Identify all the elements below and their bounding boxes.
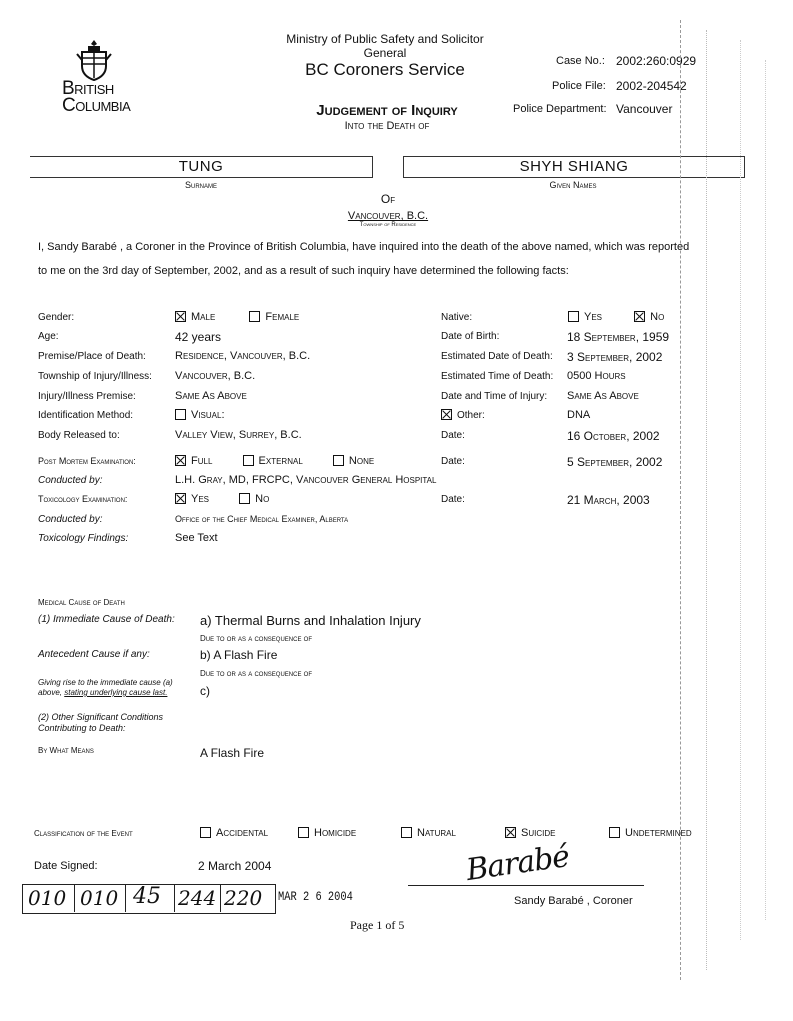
surname-value: TUNG xyxy=(178,158,224,175)
homicide-option xyxy=(298,827,356,839)
other-conditions-line1: (2) Other Significant Conditions xyxy=(38,712,164,722)
female-label: Female xyxy=(265,311,300,323)
date-signed-value: 2 March 2004 xyxy=(198,859,272,873)
case-no-value: 2002:260:0929 xyxy=(616,54,697,68)
injury-date-label: Date and Time of Injury: xyxy=(441,391,548,402)
gender-field xyxy=(175,311,299,323)
ministry-line2: General xyxy=(363,46,407,60)
native-label: Native: xyxy=(441,312,473,323)
suicide-checkbox[interactable] xyxy=(505,827,516,838)
date2-label: Date: xyxy=(441,456,465,467)
visual-field xyxy=(175,409,225,421)
document-title: Judgement of Inquiry xyxy=(316,102,458,119)
stamp-number-3: 45 xyxy=(133,884,161,909)
due-to-1: Due to or as a consequence of xyxy=(200,634,313,643)
undetermined-label: Undetermined xyxy=(625,827,692,839)
native-no-label: No xyxy=(650,311,665,323)
body-released-label: Body Released to: xyxy=(38,430,120,441)
stamp-number-4: 244 xyxy=(178,886,217,910)
suicide-option xyxy=(505,827,555,839)
native-no-checkbox[interactable] xyxy=(634,311,645,322)
post-mortem-field xyxy=(175,455,374,467)
toxicology-label: Toxicology Examination: xyxy=(38,494,128,504)
service-name: BC Coroners Service xyxy=(305,60,465,79)
est-date-label: Estimated Date of Death: xyxy=(441,351,553,362)
native-field xyxy=(568,311,664,323)
homicide-label: Homicide xyxy=(314,827,357,839)
stamp-number-5: 220 xyxy=(224,886,263,910)
tox-conducted-value: Office of the Chief Medical Examiner, Alberta xyxy=(175,514,349,524)
giving-rise-line1: Giving rise to the immediate cause (a) xyxy=(38,678,173,687)
tox-yes-checkbox[interactable] xyxy=(175,493,186,504)
bc-crest-icon xyxy=(76,38,112,82)
injury-premise-value: Same As Above xyxy=(175,390,247,402)
suicide-label: Suicide xyxy=(521,827,556,839)
police-file-label: Police File: xyxy=(552,80,606,92)
means-label: By What Means xyxy=(38,746,94,755)
logo-line1: British xyxy=(62,78,114,99)
given-names-label: Given Names xyxy=(549,180,597,190)
signature: Barabé xyxy=(464,838,572,889)
native-yes-label: Yes xyxy=(584,311,603,323)
date-signed-label: Date Signed: xyxy=(34,860,98,872)
other-conditions-label xyxy=(38,712,163,734)
giving-rise-line2a: above, xyxy=(38,688,65,697)
natural-option xyxy=(401,827,456,839)
due-to-2: Due to or as a consequence of xyxy=(200,669,313,678)
medical-cause-heading: Medical Cause of Death xyxy=(38,598,125,607)
pm-none-checkbox[interactable] xyxy=(333,455,344,466)
means-value: A Flash Fire xyxy=(200,746,265,760)
accidental-checkbox[interactable] xyxy=(200,827,211,838)
visual-label: Visual: xyxy=(191,409,225,421)
pm-external-label: External xyxy=(258,455,303,467)
intro-line2: to me on the 3rd day of September, 2002, and as a result of such inquiry have determined the following facts: xyxy=(38,265,569,277)
est-time-label: Estimated Time of Death: xyxy=(441,371,554,382)
surname-box xyxy=(30,156,373,178)
tox-no-label: No xyxy=(255,493,270,505)
dob-label: Date of Birth: xyxy=(441,331,500,342)
date1-value: 16 October, 2002 xyxy=(567,429,660,443)
male-checkbox[interactable] xyxy=(175,311,186,322)
age-value: 42 years xyxy=(175,330,222,344)
given-names-value: SHYH SHIANG xyxy=(519,158,629,175)
surname-label: Surname xyxy=(184,180,217,190)
gender-label: Gender: xyxy=(38,312,75,323)
township-value: Vancouver, B.C. xyxy=(175,370,256,382)
cause-a: a) Thermal Burns and Inhalation Injury xyxy=(200,613,421,628)
other-label: Other: xyxy=(457,410,485,421)
classification-label: Classification of the Event xyxy=(34,829,133,838)
date3-value: 21 March, 2003 xyxy=(567,493,650,507)
case-no-label: Case No.: xyxy=(556,55,605,67)
premise-value: Residence, Vancouver, B.C. xyxy=(175,350,311,362)
pm-external-checkbox[interactable] xyxy=(243,455,254,466)
cause-c: c) xyxy=(200,684,210,698)
document-subtitle: Into the Death of xyxy=(344,120,430,132)
page-number: Page 1 of 5 xyxy=(350,918,405,932)
toxicology-field xyxy=(175,493,269,505)
other-checkbox[interactable] xyxy=(441,409,452,420)
residence-label: Township of Residence xyxy=(359,222,417,228)
signature-line xyxy=(408,885,644,886)
natural-label: Natural xyxy=(417,827,456,839)
given-names-box xyxy=(403,156,745,178)
giving-rise-line2b: stating underlying cause last. xyxy=(64,688,168,697)
homicide-checkbox[interactable] xyxy=(298,827,309,838)
residence-value: Vancouver, B.C. xyxy=(347,210,429,222)
est-date-value: 3 September, 2002 xyxy=(567,350,663,364)
other-conditions-line2: Contributing to Death: xyxy=(38,723,126,733)
identification-label: Identification Method: xyxy=(38,410,134,421)
premise-label: Premise/Place of Death: xyxy=(38,351,146,362)
stamp-number-2: 010 xyxy=(80,886,119,910)
undetermined-checkbox[interactable] xyxy=(609,827,620,838)
pm-conducted-value: L.H. Gray, MD, FRCPC, Vancouver General Hospital xyxy=(175,474,437,486)
received-date-stamp: MAR 2 6 2004 xyxy=(278,889,353,904)
police-dept-value: Vancouver xyxy=(616,102,673,116)
logo-line2: Columbia xyxy=(62,95,131,116)
injury-premise-label: Injury/Illness Premise: xyxy=(38,391,136,402)
male-label: Male xyxy=(191,311,216,323)
date1-label: Date: xyxy=(441,430,465,441)
tox-findings-value: See Text xyxy=(175,532,218,544)
pm-full-label: Full xyxy=(191,455,213,467)
ministry-line1: Ministry of Public Safety and Solicitor xyxy=(286,32,484,46)
police-dept-label: Police Department: xyxy=(513,103,607,115)
post-mortem-label: Post Mortem Examination: xyxy=(38,456,136,466)
pm-full-checkbox[interactable] xyxy=(175,455,186,466)
stamp-number-1: 010 xyxy=(28,886,67,910)
immediate-cause-label: (1) Immediate Cause of Death: xyxy=(38,614,175,625)
signer-name: Sandy Barabé , Coroner xyxy=(514,895,633,907)
est-time-value: 0500 Hours xyxy=(567,370,626,382)
visual-checkbox[interactable] xyxy=(175,409,186,420)
antecedent-label: Antecedent Cause if any: xyxy=(38,649,150,660)
township-label: Township of Injury/Illness: xyxy=(38,371,152,382)
injury-date-value: Same As Above xyxy=(567,390,639,402)
tox-yes-label: Yes xyxy=(191,493,210,505)
body-released-value: Valley View, Surrey, B.C. xyxy=(175,429,302,441)
other-value: DNA xyxy=(567,409,591,421)
dob-value: 18 September, 1959 xyxy=(567,330,670,344)
police-file-value: 2002-204542 xyxy=(616,79,687,93)
date3-label: Date: xyxy=(441,494,465,505)
giving-rise-note xyxy=(38,678,173,698)
age-label: Age: xyxy=(38,331,59,342)
cause-b: b) A Flash Fire xyxy=(200,648,278,662)
date2-value: 5 September, 2002 xyxy=(567,455,663,469)
of-label: Of xyxy=(380,192,396,206)
tox-findings-label: Toxicology Findings: xyxy=(38,533,129,544)
intro-line1: I, Sandy Barabé , a Coroner in the Province of British Columbia, have inquired into the death of the above named, which was reported xyxy=(38,241,690,253)
female-checkbox[interactable] xyxy=(249,311,260,322)
native-yes-checkbox[interactable] xyxy=(568,311,579,322)
accidental-label: Accidental xyxy=(216,827,269,839)
tox-no-checkbox[interactable] xyxy=(239,493,250,504)
other-field xyxy=(441,409,485,421)
tox-conducted-label: Conducted by: xyxy=(38,514,103,525)
pm-none-label: None xyxy=(348,455,375,467)
pm-conducted-label: Conducted by: xyxy=(38,475,103,486)
accidental-option xyxy=(200,827,268,839)
natural-checkbox[interactable] xyxy=(401,827,412,838)
